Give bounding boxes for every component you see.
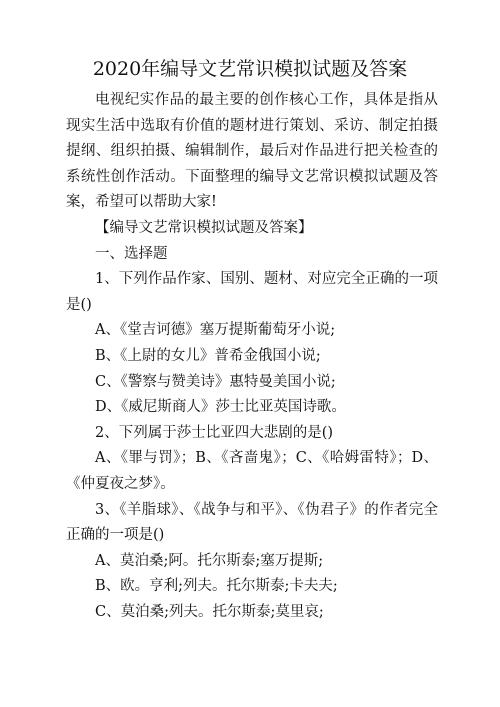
question-3-option-c: C、莫泊桑;列夫。托尔斯泰;莫里哀; xyxy=(95,603,324,620)
document-title: 2020年编导文艺常识模拟试题及答案 xyxy=(92,58,408,80)
question-2-stem: 2、下列属于莎士比亚四大悲剧的是() xyxy=(95,424,334,441)
question-1-option-b: B、《上尉的女儿》普希金俄国小说; xyxy=(95,347,321,364)
question-1-stem: 1、下列作品作家、国别、题材、对应完全正确的一项是() xyxy=(66,271,438,313)
part-heading: 一、选择题 xyxy=(95,245,168,262)
question-1-option-d: D、《威尼斯商人》莎士比亚英国诗歌。 xyxy=(95,399,346,416)
document-body xyxy=(66,88,438,625)
intro-paragraph: 电视纪实作品的最主要的创作核心工作，具体是指从现实生活中选取有价值的题材进行策划、采访、制定拍摄提纲、组织拍摄、编辑制作，最后对作品进行把关检查的系统性创作活动。下面整理的编导文艺常识模拟试题及答案，希望可以帮助大家! xyxy=(66,92,438,211)
question-1-option-c: C、《警察与赞美诗》惠特曼美国小说; xyxy=(95,373,336,390)
section-heading: 【编导文艺常识模拟试题及答案】 xyxy=(95,219,313,236)
question-1-option-a: A、《堂吉诃德》塞万提斯葡萄牙小说; xyxy=(95,322,336,339)
question-3-option-a: A、莫泊桑;阿。托尔斯泰;塞万提斯; xyxy=(95,552,324,569)
question-2-options: A、《罪与罚》；B、《吝啬鬼》；C、《哈姆雷特》；D、《仲夏夜之梦》。 xyxy=(66,450,438,492)
question-3-option-b: B、欧。亨利;列夫。托尔斯泰;卡夫夫; xyxy=(95,578,338,595)
question-3-stem: 3、《羊脂球》、《战争与和平》、《伪君子》的作者完全正确的一项是() xyxy=(66,501,438,544)
